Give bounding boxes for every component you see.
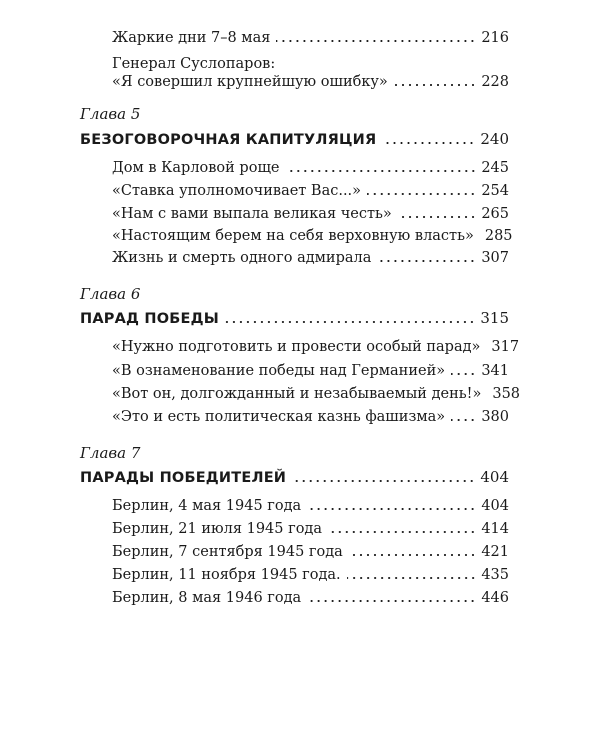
toc-entry-page: 254 <box>481 183 509 199</box>
dot-leader <box>225 321 475 323</box>
chapter-heading-page: 315 <box>480 309 509 327</box>
toc-entry-page: 228 <box>481 74 509 90</box>
chapter-heading-page: 240 <box>480 130 509 148</box>
toc-entry <box>112 357 509 379</box>
dot-leader <box>307 508 476 510</box>
dot-leader <box>292 480 475 482</box>
toc-entry-page: 446 <box>481 590 509 606</box>
toc-entry <box>112 333 520 355</box>
dot-leader <box>382 142 475 144</box>
toc-entry-title: «Нужно подготовить и провести особый парад» <box>112 339 481 355</box>
dot-leader <box>349 554 476 556</box>
toc-entry <box>112 380 521 402</box>
dot-leader <box>398 216 477 218</box>
toc-entry <box>112 492 509 514</box>
toc-entry-title: «Это и есть политическая казнь фашизма» <box>112 409 446 425</box>
toc-entry <box>112 200 509 222</box>
chapter-heading-title: ПАРАДЫ ПОБЕДИТЕЛЕЙ <box>80 470 287 486</box>
toc-entry-title: «В ознаменование победы над Германией» <box>112 363 446 379</box>
chapter-heading <box>80 305 509 327</box>
toc-entry-page: 380 <box>481 409 509 425</box>
chapter-heading <box>80 126 509 148</box>
toc-entry-page: 216 <box>481 30 509 46</box>
toc-entry-title: Берлин, 8 мая 1946 года <box>112 590 302 606</box>
chapter-label: Глава 7 <box>80 444 141 462</box>
toc-entry-title-line1: Генерал Суслопаров: <box>112 56 276 72</box>
toc-entry-title: «Нам с вами выпала великая честь» <box>112 206 392 222</box>
toc-entry-page: 421 <box>481 544 509 560</box>
dot-leader <box>347 577 477 579</box>
dot-leader <box>377 260 476 262</box>
toc-entry <box>112 244 509 266</box>
toc-entry-page: 265 <box>481 206 509 222</box>
toc-entry <box>112 222 513 244</box>
toc-entry-title: Берлин, 4 мая 1945 года <box>112 498 302 514</box>
toc-entry <box>112 177 509 199</box>
toc-entry-page: 317 <box>491 339 520 355</box>
toc-entry <box>112 403 509 425</box>
toc-entry-title: «Ставка уполномочивает Вас...» <box>112 183 362 199</box>
toc-entry-title: Берлин, 11 ноября 1945 года. <box>112 567 341 583</box>
chapter-label: Глава 6 <box>80 285 141 303</box>
toc-entry-page: 285 <box>484 228 513 244</box>
dot-leader <box>276 40 476 42</box>
toc-entry <box>112 515 509 537</box>
dot-leader <box>394 84 477 86</box>
toc-entry-page: 358 <box>492 386 521 402</box>
toc-entry-title: Берлин, 21 июля 1945 года <box>112 521 323 537</box>
toc-entry <box>112 154 509 176</box>
chapter-heading-page: 404 <box>480 468 509 486</box>
dot-leader <box>451 373 476 375</box>
chapter-label: Глава 5 <box>80 105 141 123</box>
toc-entry-page: 245 <box>481 160 509 176</box>
toc-entry-title: «Я совершил крупнейшую ошибку» <box>112 74 388 90</box>
toc-entry-title: Берлин, 7 сентября 1945 года <box>112 544 343 560</box>
toc-entry-page: 307 <box>481 250 509 266</box>
toc-entry <box>112 561 509 583</box>
chapter-heading-title: ПАРАД ПОБЕДЫ <box>80 311 219 327</box>
dot-leader <box>286 170 477 172</box>
toc-entry-page: 414 <box>481 521 509 537</box>
toc-entry-page: 435 <box>481 567 509 583</box>
dot-leader <box>367 193 476 195</box>
toc-entry <box>112 584 509 606</box>
toc-entry-page: 404 <box>481 498 509 514</box>
chapter-heading-title: БЕЗОГОВОРОЧНАЯ КАПИТУЛЯЦИЯ <box>80 132 377 148</box>
toc-entry-title: Жизнь и смерть одного адмирала <box>112 250 372 266</box>
toc-entry-page: 341 <box>481 363 509 379</box>
toc-entry <box>112 24 509 46</box>
toc-entry <box>112 538 509 560</box>
dot-leader <box>307 600 476 602</box>
dot-leader <box>451 419 476 421</box>
toc-entry-title: «Настоящим берем на себя верховную власть» <box>112 228 474 244</box>
dot-leader <box>328 531 476 533</box>
toc-entry <box>112 68 509 90</box>
chapter-heading <box>80 464 509 486</box>
toc-entry-title: Жаркие дни 7–8 мая <box>112 30 271 46</box>
toc-entry-title: «Вот он, долгожданный и незабываемый день!» <box>112 386 482 402</box>
toc-entry-title: Дом в Карловой роще <box>112 160 280 176</box>
